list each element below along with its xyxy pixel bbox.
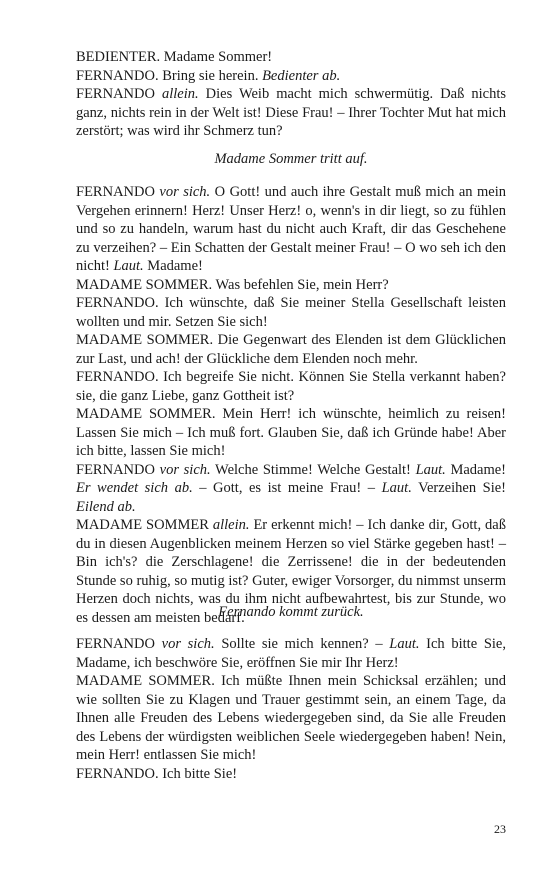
stage-direction-inline: Laut. [381,480,412,496]
dialogue-text: MADAME SOMMER. Mein Herr! ich wünschte, heimlich zu reisen! Lassen Sie mich – Ich muß fort. Glauben Sie, daß ich Gründe habe! Aber ich bitte, lassen Sie mich! [76,406,506,459]
dialogue-paragraph [76,405,506,461]
dialogue-text: FERNANDO. Ich bitte Sie! [76,765,238,782]
dialogue-paragraph [76,183,506,276]
dialogue-text: Madame! [445,461,507,478]
stage-direction-inline: Eilend ab. [76,498,136,515]
dialogue-block-1 [76,48,506,141]
dialogue-text: FERNANDO. Ich wünschte, daß Sie meiner Stella Gesellschaft leisten wollten und mir. Setzen Sie sich! [76,295,506,330]
dialogue-text: FERNANDO [76,184,160,200]
dialogue-paragraph [76,85,506,141]
dialogue-text: Er erkennt mich! – Ich danke dir, Gott, daß du in diesen Augenblicken meinem Herzen so viel Stärke gegeben hast! – Bin ich's? die Zerschlagene! die Zerrissene! die in der bedeutenden Stunde so ruhig, so mutig ist? Guter, ewiger Vorsorger, du nimmst unserm Herzen doch nichts, was du ihm nicht aufbewahrtest, bis zur Stunde, wo es dessen am meisten bedarf. [76,517,506,626]
stage-direction-inline: Er wendet sich ab. [76,480,193,496]
dialogue-paragraph [76,672,506,765]
dialogue-text: MADAME SOMMER. Was befehlen Sie, mein Herr? [76,276,389,293]
dialogue-text: BEDIENTER. Madame Sommer! [76,49,273,65]
dialogue-text: FERNANDO [76,461,160,478]
dialogue-paragraph [76,368,506,405]
dialogue-text: Ich bitte Sie, Madame, ich beschwöre Sie, eröffnen Sie mir Ihr Herz! [76,636,506,671]
dialogue-text: MADAME SOMMER [76,517,213,533]
dialogue-text: Welche Stimme! Welche Gestalt! [210,461,416,478]
dialogue-text: O Gott! und auch ihre Gestalt muß mich an mein Vergehen erinnern! Herz! Unser Herz! o, wenn's in dir liegt, so zu fühlen und so zu handeln, warum hast du nicht auch Kraft, dir das Geschehene zu verzeihen? – Ein Schatten der Gestalt meiner Frau! – O wo seh ich den nicht! [76,184,507,274]
stage-direction-2: Fernando kommt zurück. [218,604,364,620]
stage-direction-inline: Laut. [113,258,144,274]
dialogue-paragraph [76,294,506,331]
dialogue-text: Dies Weib macht mich schwermütig. Daß nichts ganz, nichts rein in der Welt ist! Diese Frau! – Ihrer Tochter Mut hat mich zerstört; was wird ihr Schmerz tun? [76,86,507,139]
stage-direction-1: Madame Sommer tritt auf. [214,151,368,167]
stage-direction-inline: allein. [161,86,199,102]
dialogue-paragraph [76,48,506,67]
dialogue-text: Verzeihen Sie! [411,480,506,496]
dialogue-block-2 [76,183,506,627]
dialogue-paragraph [76,331,506,368]
stage-direction-inline: vor sich. [159,184,211,200]
dialogue-paragraph [76,765,506,784]
dialogue-paragraph [76,67,506,86]
stage-direction-inline: vor sich. [161,636,215,652]
stage-direction-inline: vor sich. [159,461,211,478]
page-number: 23 [494,822,506,836]
stage-direction-inline: Bedienter ab. [262,67,341,84]
dialogue-text: Sollte sie mich kennen? – [214,636,390,652]
stage-direction-inline: Laut. [389,636,420,652]
dialogue-paragraph [76,461,506,517]
stage-direction-inline: Laut. [415,461,446,478]
dialogue-paragraph [76,635,506,672]
dialogue-text: Madame! [143,258,203,274]
stage-direction-inline: allein. [212,517,250,533]
dialogue-text: – Gott, es ist meine Frau! – [192,480,382,496]
dialogue-text: FERNANDO. Ich begreife Sie nicht. Können Sie Stella verkannt haben? sie, die ganz Liebe, ganz Gottheit ist? [76,369,506,404]
dialogue-text: MADAME SOMMER. Ich müßte Ihnen mein Schicksal erzählen; und wie sollten Sie zu Klagen und Trauer gestimmt sein, an einem Tage, da Ihnen alle Freuden des Lebens wiedergegeben sind, da Sie alle Freuden des Lebens der würdigsten weiblichen Seele wiedergegeben haben! Nein, mein Herr! entlassen Sie mich! [76,673,506,763]
dialogue-text: FERNANDO [76,86,162,102]
dialogue-block-3 [76,635,506,783]
dialogue-text: FERNANDO. Bring sie herein. [76,67,263,84]
dialogue-paragraph [76,276,506,295]
dialogue-text: MADAME SOMMER. Die Gegenwart des Elenden ist dem Glücklichen zur Last, und ach! der Glückliche dem Elenden noch mehr. [76,332,506,367]
dialogue-text: FERNANDO [76,636,162,652]
